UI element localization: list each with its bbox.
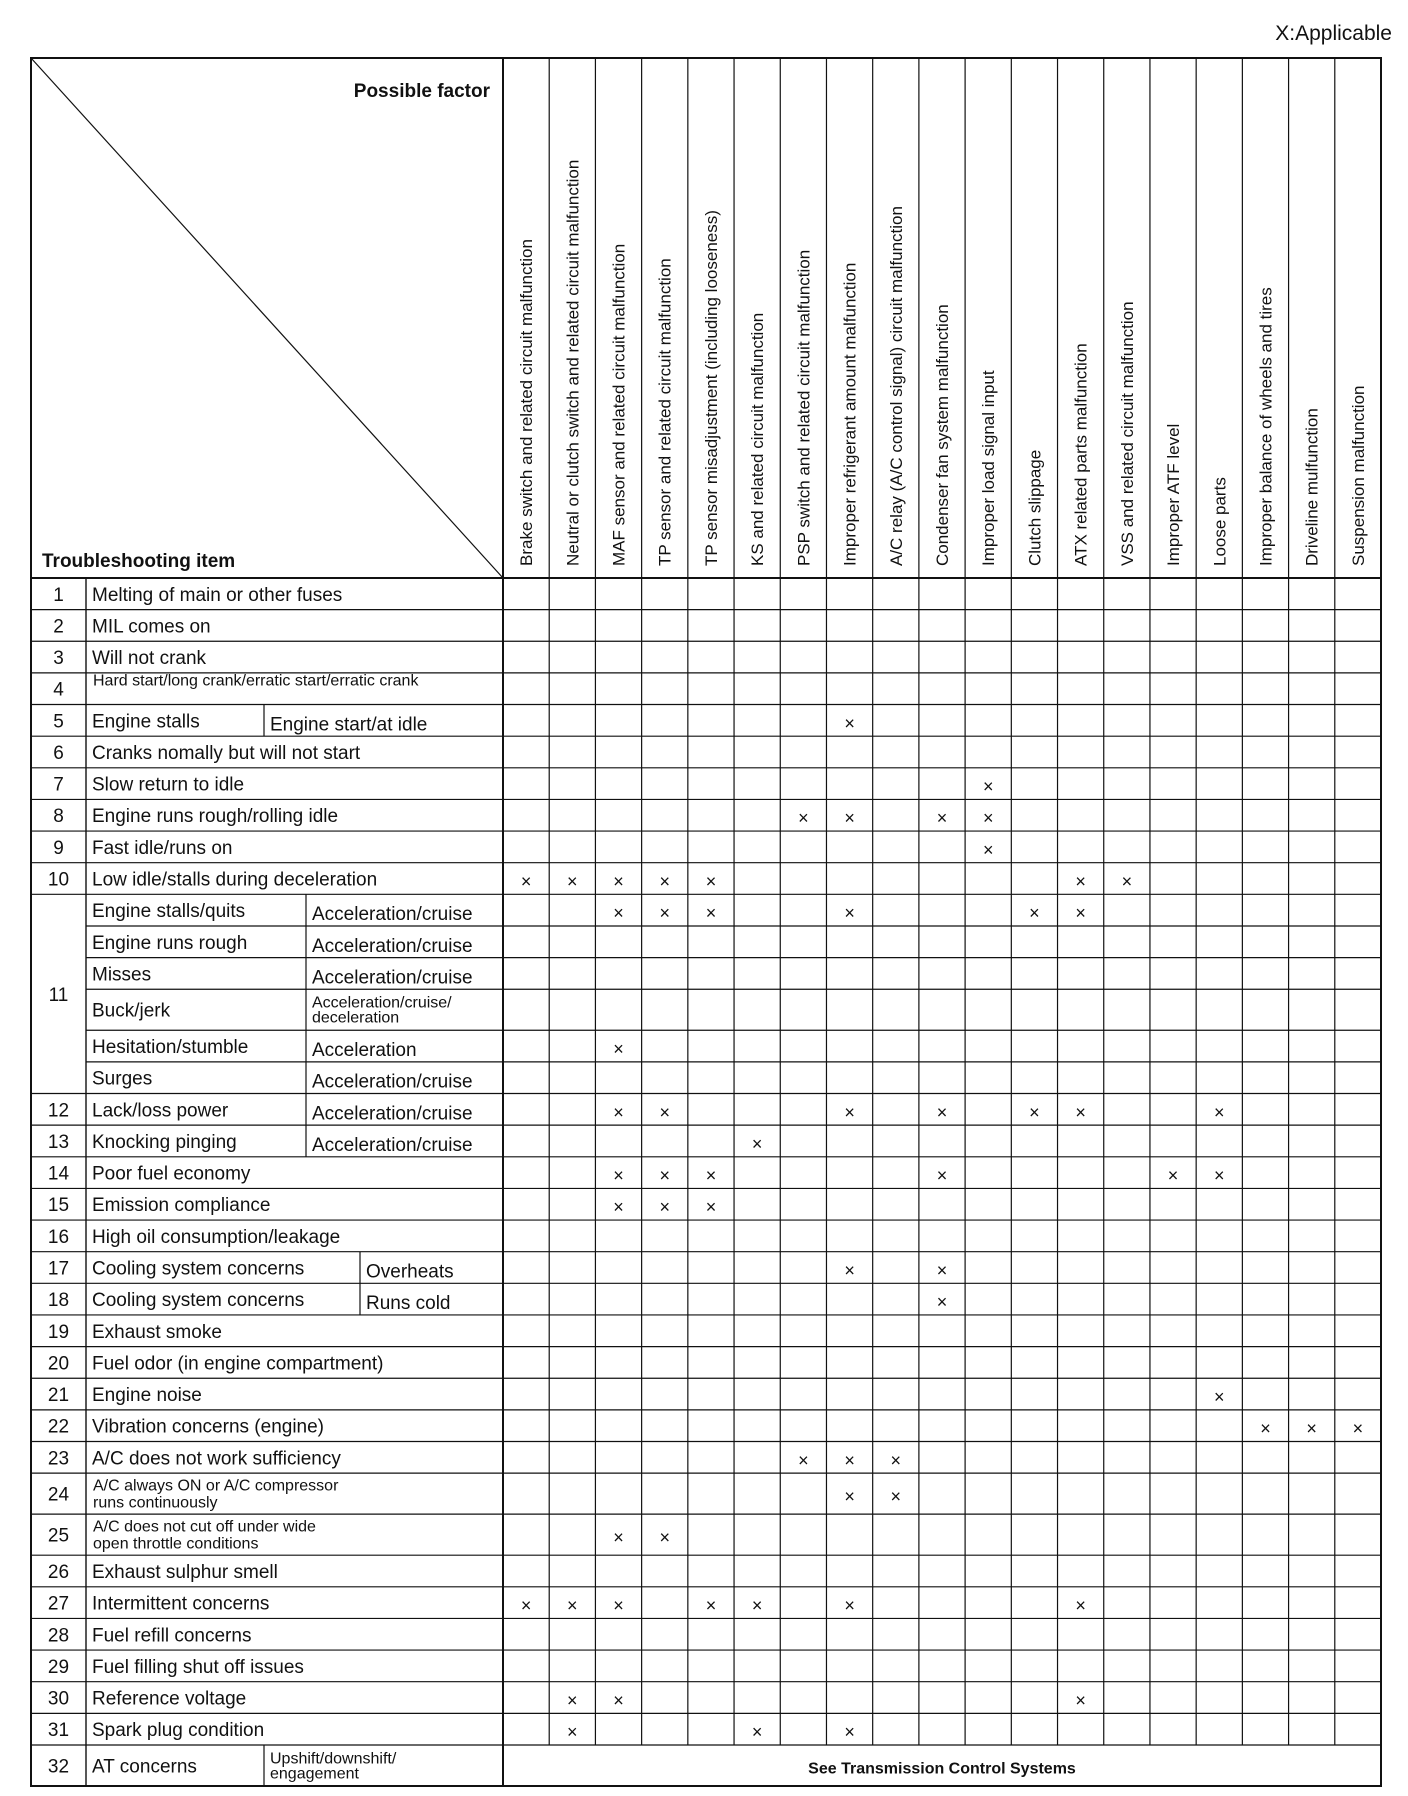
row-number: 4 — [53, 679, 64, 701]
item-label: Fuel refill concerns — [92, 1625, 252, 1647]
row-number: 14 — [47, 1163, 70, 1185]
applicable-mark: × — [613, 1165, 624, 1186]
factor-header: VSS and related circuit malfunction — [1117, 301, 1137, 566]
item-label: Lack/loss power — [92, 1100, 229, 1122]
applicable-mark: × — [1260, 1418, 1271, 1439]
applicable-mark: × — [982, 839, 994, 860]
row-number: 11 — [48, 984, 69, 1006]
applicable-mark: × — [1352, 1418, 1364, 1439]
applicable-mark: × — [613, 1690, 624, 1711]
applicable-mark: × — [567, 1690, 578, 1711]
condition-label: Acceleration/cruise — [312, 904, 473, 926]
row-number: 3 — [53, 648, 64, 670]
item-label: Cooling system concerns — [92, 1290, 305, 1312]
applicable-mark: × — [520, 871, 532, 892]
applicable-mark: × — [1075, 1595, 1086, 1616]
item-label: AT concerns — [92, 1756, 197, 1778]
item-label: A/C always ON or A/C compressor runs continuously — [93, 1477, 339, 1512]
applicable-mark: × — [613, 1527, 624, 1548]
item-label: Fuel filling shut off issues — [92, 1656, 304, 1678]
header-possible-factor: Possible factor — [353, 81, 490, 102]
applicable-mark: × — [844, 1102, 855, 1123]
factor-header: TP sensor misadjustment (including looseness) — [701, 210, 721, 566]
applicable-legend: X:Applicable — [1275, 22, 1392, 45]
item-label: Will not crank — [92, 648, 207, 670]
item-label: Knocking pinging — [92, 1131, 237, 1153]
applicable-mark: × — [751, 1722, 763, 1743]
row-number: 6 — [53, 742, 64, 764]
row-number: 8 — [53, 806, 64, 828]
applicable-mark: × — [659, 1197, 670, 1218]
applicable-mark: × — [659, 1527, 670, 1548]
factor-header: Clutch slippage — [1025, 449, 1045, 566]
applicable-mark: × — [705, 1595, 717, 1616]
item-label: Vibration concerns (engine) — [92, 1416, 325, 1438]
factor-header: Suspension malfunction — [1348, 385, 1368, 566]
applicable-mark: × — [613, 871, 624, 892]
item-label: Exhaust sulphur smell — [92, 1561, 278, 1583]
item-label: Exhaust smoke — [92, 1321, 222, 1343]
applicable-mark: × — [844, 903, 855, 924]
applicable-mark: × — [1075, 1102, 1086, 1123]
factor-header: Improper balance of wheels and tires — [1256, 287, 1276, 566]
applicable-mark: × — [1075, 903, 1086, 924]
factor-header: ATX related parts malfunction — [1071, 343, 1091, 566]
item-label: Cranks nomally but will not start — [92, 742, 361, 764]
item-label: Fuel odor (in engine compartment) — [92, 1353, 384, 1375]
span-note: See Transmission Control Systems — [808, 1760, 1076, 1778]
applicable-mark: × — [659, 1165, 670, 1186]
row-number: 13 — [47, 1131, 70, 1153]
applicable-mark: × — [613, 903, 624, 924]
item-label: MIL comes on — [92, 616, 211, 638]
factor-header: MAF sensor and related circuit malfunction — [609, 243, 629, 566]
row-number: 32 — [47, 1756, 70, 1778]
applicable-mark: × — [936, 808, 948, 829]
applicable-mark: × — [751, 1595, 763, 1616]
row-number: 29 — [47, 1656, 70, 1678]
item-label: Slow return to idle — [92, 774, 245, 796]
factor-header: Improper load signal input — [979, 370, 999, 566]
item-label: Fast idle/runs on — [92, 837, 233, 859]
row-number: 31 — [47, 1720, 70, 1742]
row-number: 2 — [53, 616, 64, 638]
item-label: Engine runs rough — [92, 932, 248, 954]
row-number: 21 — [47, 1385, 70, 1407]
applicable-mark: × — [705, 903, 717, 924]
header-troubleshooting-item: Troubleshooting item — [42, 551, 236, 572]
factor-header: PSP switch and related circuit malfunction — [794, 249, 814, 566]
item-label: Reference voltage — [92, 1688, 247, 1710]
factor-header: Condenser fan system malfunction — [933, 304, 952, 566]
item-label: Engine runs rough/rolling idle — [92, 806, 339, 828]
item-label: Misses — [92, 964, 152, 986]
row-number: 25 — [47, 1525, 70, 1547]
factor-header: Improper ATF level — [1164, 423, 1184, 566]
applicable-mark: × — [659, 903, 670, 924]
item-label: A/C does not cut off under wide open throttle conditions — [93, 1518, 316, 1553]
applicable-mark: × — [705, 871, 717, 892]
applicable-mark: × — [567, 1595, 578, 1616]
applicable-mark: × — [982, 808, 994, 829]
item-label: Poor fuel economy — [92, 1163, 251, 1185]
applicable-mark: × — [798, 1450, 809, 1471]
applicable-mark: × — [890, 1450, 902, 1471]
condition-label: Acceleration/cruise — [312, 1103, 473, 1125]
item-label: Engine stalls — [92, 711, 200, 733]
factor-header: Driveline mulfunction — [1302, 408, 1322, 566]
condition-label: Acceleration/cruise — [312, 967, 473, 989]
applicable-mark: × — [613, 1197, 624, 1218]
factor-header: Improper refrigerant amount malfunction — [840, 262, 860, 566]
header-diagonal — [31, 58, 503, 578]
condition-label: Acceleration/cruise/ deceleration — [312, 994, 452, 1027]
item-label: Buck/jerk — [92, 1000, 171, 1022]
item-label: Surges — [92, 1068, 153, 1090]
factor-header: KS and related circuit malfunction — [748, 312, 768, 566]
row-number: 1 — [53, 584, 64, 606]
row-number: 10 — [47, 869, 70, 891]
applicable-mark: × — [844, 1722, 855, 1743]
applicable-mark: × — [844, 1486, 855, 1507]
applicable-mark: × — [567, 871, 578, 892]
item-label: Hard start/long crank/erratic start/erratic crank — [93, 672, 419, 690]
applicable-mark: × — [1075, 871, 1086, 892]
applicable-mark: × — [705, 1197, 717, 1218]
row-number: 15 — [47, 1195, 70, 1217]
row-number: 23 — [47, 1448, 70, 1470]
applicable-mark: × — [705, 1165, 717, 1186]
item-label: A/C does not work sufficiency — [92, 1448, 341, 1470]
row-number: 22 — [47, 1416, 70, 1438]
applicable-mark: × — [1214, 1165, 1225, 1186]
item-label: High oil consumption/leakage — [92, 1226, 341, 1248]
applicable-mark: × — [844, 713, 855, 734]
row-number: 7 — [53, 774, 64, 796]
item-label: Hesitation/stumble — [92, 1037, 249, 1059]
item-label: Intermittent concerns — [92, 1593, 270, 1615]
item-label: Melting of main or other fuses — [92, 584, 343, 606]
item-label: Spark plug condition — [92, 1720, 265, 1742]
applicable-mark: × — [844, 1595, 855, 1616]
applicable-mark: × — [1029, 1102, 1040, 1123]
item-label: Low idle/stalls during deceleration — [92, 869, 378, 891]
condition-label: Engine start/at idle — [270, 714, 428, 736]
condition-label: Acceleration/cruise — [312, 935, 473, 957]
applicable-mark: × — [1121, 871, 1133, 892]
item-label: Cooling system concerns — [92, 1258, 305, 1280]
row-number: 19 — [47, 1321, 70, 1343]
condition-label: Acceleration/cruise — [312, 1134, 473, 1156]
applicable-mark: × — [936, 1165, 948, 1186]
applicable-mark: × — [659, 871, 670, 892]
applicable-mark: × — [1214, 1387, 1225, 1408]
applicable-mark: × — [1075, 1690, 1086, 1711]
applicable-mark: × — [844, 808, 855, 829]
row-number: 24 — [47, 1484, 70, 1506]
applicable-mark: × — [936, 1102, 948, 1123]
row-number: 27 — [47, 1593, 70, 1615]
factor-header: Neutral or clutch switch and related circuit malfunction — [563, 159, 583, 566]
condition-label: Runs cold — [366, 1293, 451, 1315]
applicable-mark: × — [613, 1102, 624, 1123]
applicable-mark: × — [520, 1595, 532, 1616]
row-number: 12 — [47, 1100, 70, 1122]
applicable-mark: × — [613, 1595, 624, 1616]
factor-header: A/C relay (A/C control signal) circuit malfunction — [886, 206, 906, 566]
row-number: 26 — [47, 1561, 70, 1583]
applicable-mark: × — [844, 1450, 855, 1471]
factor-header: Loose parts — [1210, 477, 1230, 566]
row-number: 5 — [53, 711, 64, 733]
applicable-mark: × — [613, 1039, 624, 1060]
condition-label: Upshift/downshift/ engagement — [270, 1750, 397, 1783]
applicable-mark: × — [798, 808, 809, 829]
row-number: 30 — [47, 1688, 70, 1710]
applicable-mark: × — [1214, 1102, 1225, 1123]
applicable-mark: × — [567, 1722, 578, 1743]
applicable-mark: × — [1029, 903, 1040, 924]
condition-label: Acceleration/cruise — [312, 1071, 473, 1093]
row-number: 28 — [47, 1625, 70, 1647]
factor-header: TP sensor and related circuit malfunction — [655, 258, 675, 566]
item-label: Engine stalls/quits — [92, 901, 246, 923]
applicable-mark: × — [982, 776, 994, 797]
applicable-mark: × — [659, 1102, 670, 1123]
applicable-mark: × — [751, 1133, 763, 1154]
applicable-mark: × — [1306, 1418, 1317, 1439]
item-label: Engine noise — [92, 1385, 202, 1407]
item-label: Emission compliance — [92, 1195, 271, 1217]
applicable-mark: × — [936, 1260, 948, 1281]
applicable-mark: × — [890, 1486, 902, 1507]
applicable-mark: × — [844, 1260, 855, 1281]
row-number: 9 — [53, 837, 64, 859]
factor-header: Brake switch and related circuit malfunction — [517, 239, 537, 566]
condition-label: Acceleration — [312, 1040, 417, 1062]
condition-label: Overheats — [366, 1261, 454, 1283]
applicable-mark: × — [1167, 1165, 1179, 1186]
row-number: 16 — [47, 1226, 70, 1248]
row-number: 17 — [47, 1258, 70, 1280]
applicable-mark: × — [936, 1292, 948, 1313]
row-number: 18 — [47, 1290, 70, 1312]
row-number: 20 — [47, 1353, 70, 1375]
